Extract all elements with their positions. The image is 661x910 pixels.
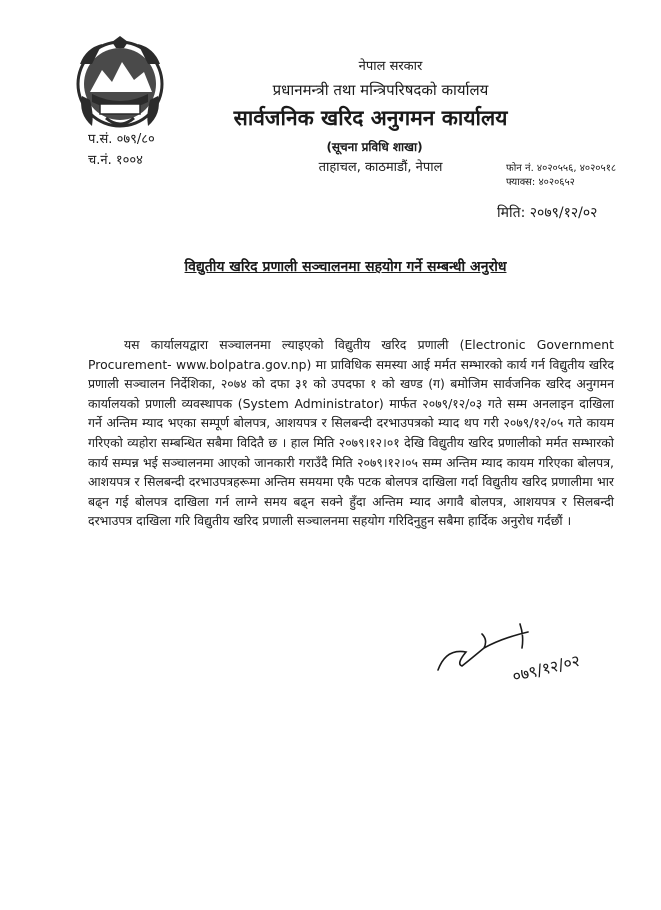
handwritten-signature-icon: [432, 618, 622, 696]
letter-body: यस कार्यालयद्वारा सञ्चालनमा ल्याइएको विद्युतीय खरिद प्रणाली (Electronic Government Procurement- www.bolpatra.gov.np) मा प्राविधिक समस्या आई मर्मत सम्भारको कार्य गर्न विद्युतीय खरिद प्रणाली सञ्चालन निर्देशिका, २०७४ को दफा ३१ को उपदफा १ को खण्ड (ग) बमोजिम सार्वजनिक खरिद अनुगमन कार्यालयको प्रणाली व्यवस्थापक (System Administrator) मार्फत २०७९/१२/०३ गते सम्म अनलाइन दाखिला गर्ने अन्तिम म्याद भएका सम्पूर्ण बोलपत्र, आशयपत्र र सिलबन्दी दरभाउपत्रको म्याद थप गरी २०७९/१२/०५ गते कायम गरिएको व्यहोरा सम्बन्धित सबैमा विदितै छ । हाल मिति २०७९।१२।०१ देखि विद्युतीय खरिद प्रणालीको मर्मत सम्भारको कार्य सम्पन्न भई सञ्चालनमा आएको जानकारी गराउँदै मिति २०७९।१२।०५ सम्म अन्तिम म्याद कायम गरिएका बोलपत्र, आशयपत्र र सिलबन्दी दरभाउपत्रहरूमा अन्तिम समयमा एकै पटक बोलपत्र दाखिला गर्दा विद्युतीय खरिद प्रणालीमा भार बढ्न गई बोलपत्र दाखिला गर्न लाग्ने समय बढ्न सक्ने हुँदा अन्तिम म्याद अगावै बोलपत्र, आशयपत्र र सिलबन्दी दरभाउपत्र दाखिला गरि विद्युतीय खरिद प्रणाली सञ्चालनमा सहयोग गरिदिनुहुन सबैमा हार्दिक अनुरोध गर्दछौं ।: [88, 337, 614, 529]
office-address: ताहाचल, काठमाडौं, नेपाल: [318, 160, 443, 175]
chalani-number: च.नं. १००४: [88, 153, 143, 168]
fax-number: फ्याक्स: ४०२०६५२: [506, 177, 575, 188]
branch-name: (सूचना प्रविधि शाखा): [326, 140, 423, 154]
letter-date: मिति: २०७९/१२/०२: [497, 205, 598, 221]
signature-date: ०७९/१२/०२: [510, 650, 582, 686]
letter-subject: विद्युतीय खरिद प्रणाली सञ्चालनमा सहयोग गर्ने सम्बन्धी अनुरोध: [184, 259, 507, 275]
office-name: प्रधानमन्त्री तथा मन्त्रिपरिषदको कार्यालय: [272, 81, 489, 99]
government-name: नेपाल सरकार: [358, 59, 423, 74]
phone-number: फोन नं. ४०२०५५६, ४०२०५१८: [506, 163, 617, 174]
patra-sankhya: प.सं. ०७९/८०: [88, 132, 155, 147]
agency-name: सार्वजनिक खरिद अनुगमन कार्यालय: [233, 106, 508, 130]
